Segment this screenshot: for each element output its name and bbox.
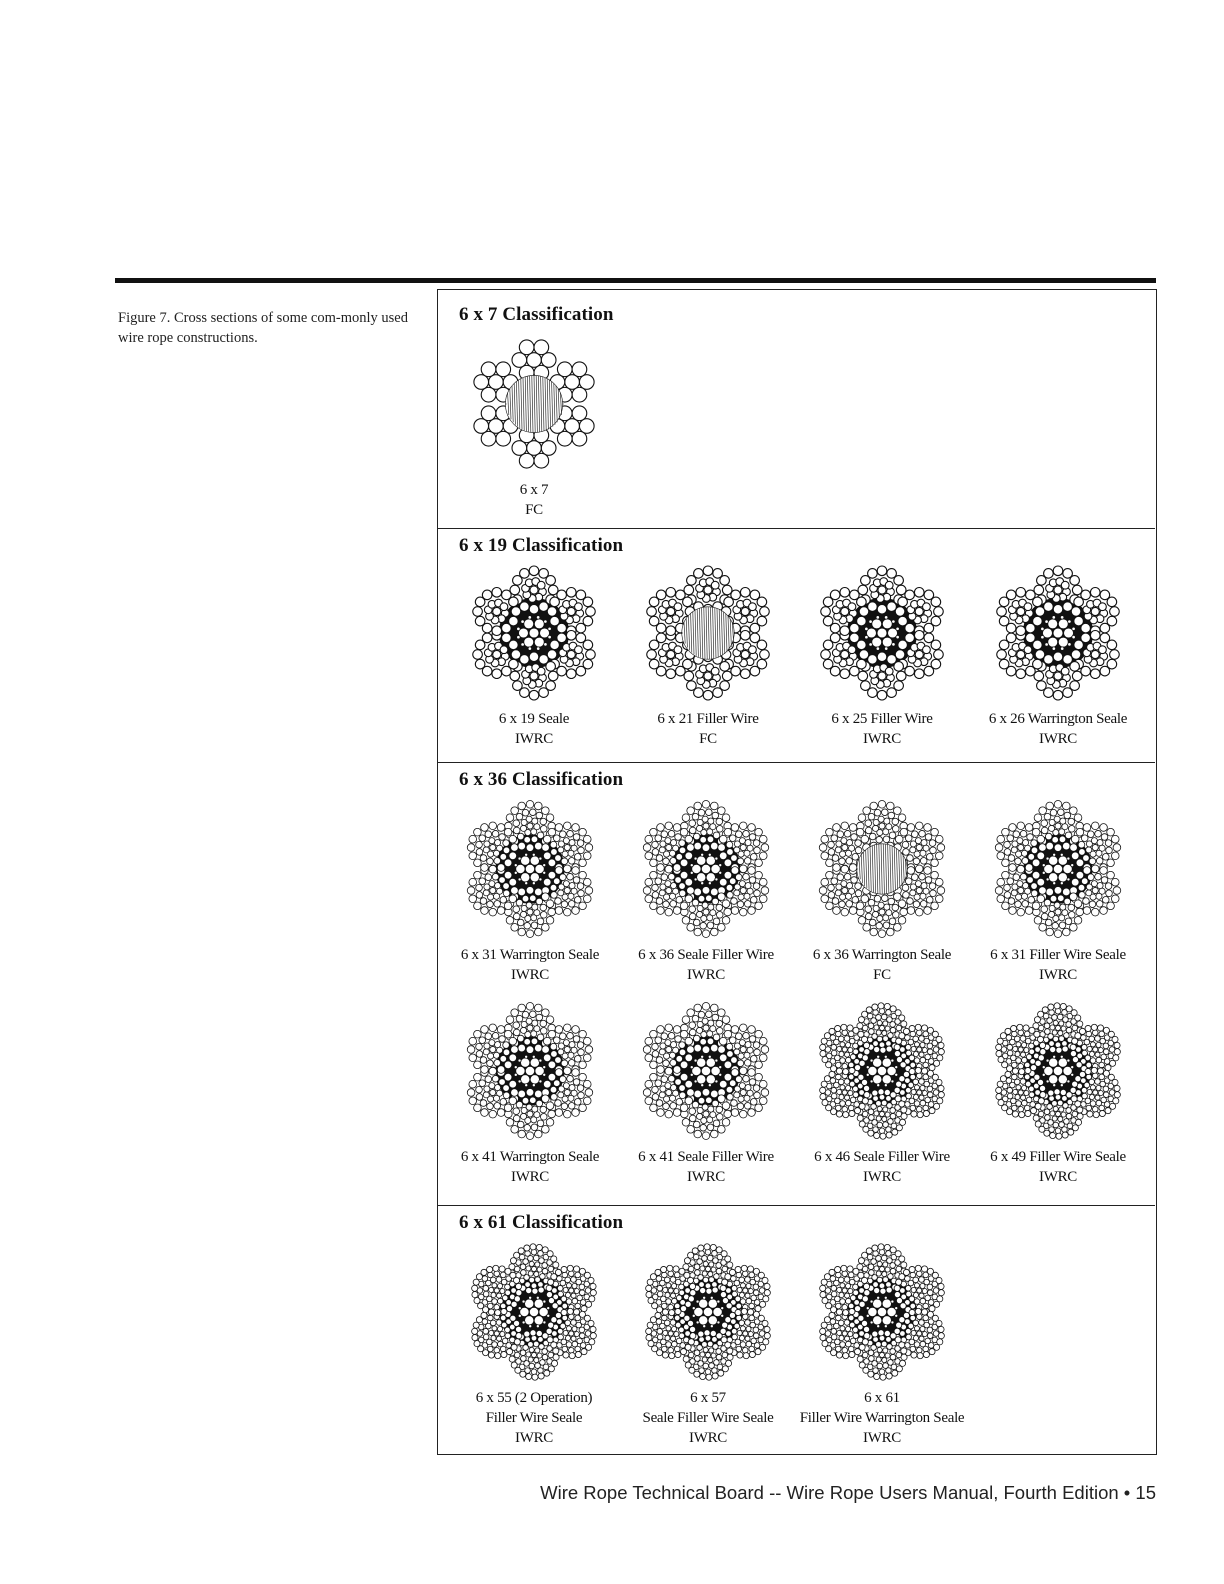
rope-item (970, 563, 1146, 749)
section-6x7 (438, 290, 1155, 528)
label-line: IWRC (863, 1169, 901, 1185)
rope-cross-section-icon (638, 563, 778, 703)
label-line: 6 x 7 (519, 482, 549, 498)
rope-label (970, 1147, 1146, 1187)
rope-label (446, 1388, 622, 1448)
rope-item (620, 1242, 796, 1448)
label-line: IWRC (511, 1169, 549, 1185)
rope-item (794, 563, 970, 749)
label-line: IWRC (1039, 1169, 1077, 1185)
label-line: IWRC (1039, 731, 1077, 747)
rope-cross-section-icon (460, 799, 600, 939)
rope-label (794, 945, 970, 985)
rope-item (970, 1001, 1146, 1187)
rope-cross-section-icon (460, 1001, 600, 1141)
label-line: IWRC (1039, 967, 1077, 983)
label-line: 6 x 25 Filler Wire (831, 711, 933, 727)
page-footer: Wire Rope Technical Board -- Wire Rope Users Manual, Fourth Edition • 15 (540, 1482, 1156, 1503)
section-6x61 (438, 1205, 1155, 1454)
label-line: 6 x 19 Seale (498, 711, 570, 727)
rope-label (442, 1147, 618, 1187)
rope-item (794, 1242, 970, 1448)
rope-item (794, 799, 970, 985)
label-line: IWRC (511, 967, 549, 983)
label-line: IWRC (689, 1430, 727, 1446)
rope-label (970, 945, 1146, 985)
label-line: IWRC (687, 967, 725, 983)
label-line: IWRC (687, 1169, 725, 1185)
rope-cross-section-icon (988, 799, 1128, 939)
label-line: IWRC (863, 731, 901, 747)
rope-item (446, 563, 622, 749)
label-line: IWRC (515, 731, 553, 747)
section-title: 6 x 36 Classification (459, 769, 624, 790)
label-line: FC (699, 731, 717, 747)
section-6x36 (438, 762, 1155, 1205)
rope-cross-section-icon (464, 1242, 604, 1382)
rope-label (446, 480, 622, 520)
rope-label (618, 945, 794, 985)
rope-item (442, 799, 618, 985)
rope-item (446, 334, 622, 520)
rope-label (442, 945, 618, 985)
label-line: 6 x 36 Seale Filler Wire (638, 947, 774, 963)
label-line: 6 x 55 (2 Operation) (475, 1390, 593, 1406)
rope-cross-section-icon (812, 563, 952, 703)
rope-cross-section-icon (988, 563, 1128, 703)
section-6x19 (438, 528, 1155, 762)
label-line: 6 x 31 Filler Wire Seale (990, 947, 1126, 963)
rope-label (970, 709, 1146, 749)
rope-item (794, 1001, 970, 1187)
figure-caption: Figure 7. Cross sections of some com-monly used wire rope constructions. (118, 310, 408, 346)
label-line: 6 x 61 (864, 1390, 900, 1406)
label-line: 6 x 31 Warrington Seale (460, 947, 600, 963)
rope-item (442, 1001, 618, 1187)
label-line: IWRC (863, 1430, 901, 1446)
rope-cross-section-icon (812, 1242, 952, 1382)
rope-cross-section-icon (812, 1001, 952, 1141)
label-line: Seale Filler Wire Seale (642, 1410, 774, 1426)
rope-cross-section-icon (812, 799, 952, 939)
top-rule (115, 278, 1156, 283)
rope-cross-section-icon (988, 1001, 1128, 1141)
label-line: 6 x 41 Warrington Seale (460, 1149, 600, 1165)
label-line: 6 x 26 Warrington Seale (988, 711, 1128, 727)
rope-item (618, 1001, 794, 1187)
rope-label (794, 709, 970, 749)
label-line: 6 x 36 Warrington Seale (812, 947, 952, 963)
rope-cross-section-icon (636, 799, 776, 939)
label-line: FC (525, 502, 543, 518)
label-line: 6 x 57 (690, 1390, 726, 1406)
rope-label (446, 709, 622, 749)
rope-label (620, 709, 796, 749)
rope-cross-section-icon (464, 563, 604, 703)
rope-cross-section-icon (464, 334, 604, 474)
label-line: 6 x 21 Filler Wire (657, 711, 759, 727)
label-line: IWRC (515, 1430, 553, 1446)
figure-frame (437, 289, 1157, 1455)
rope-cross-section-icon (638, 1242, 778, 1382)
section-title: 6 x 7 Classification (459, 304, 614, 325)
rope-label (620, 1388, 796, 1448)
rope-item (446, 1242, 622, 1448)
rope-item (618, 799, 794, 985)
label-line: 6 x 46 Seale Filler Wire (814, 1149, 950, 1165)
label-line: 6 x 41 Seale Filler Wire (638, 1149, 774, 1165)
rope-item (620, 563, 796, 749)
label-line: FC (873, 967, 891, 983)
rope-item (970, 799, 1146, 985)
rope-label (618, 1147, 794, 1187)
rope-cross-section-icon (636, 1001, 776, 1141)
rope-label (794, 1147, 970, 1187)
section-title: 6 x 61 Classification (459, 1212, 624, 1233)
label-line: Filler Wire Seale (485, 1410, 583, 1426)
label-line: Filler Wire Warrington Seale (799, 1410, 965, 1426)
rope-label (794, 1388, 970, 1448)
section-title: 6 x 19 Classification (459, 535, 624, 556)
label-line: 6 x 49 Filler Wire Seale (990, 1149, 1126, 1165)
